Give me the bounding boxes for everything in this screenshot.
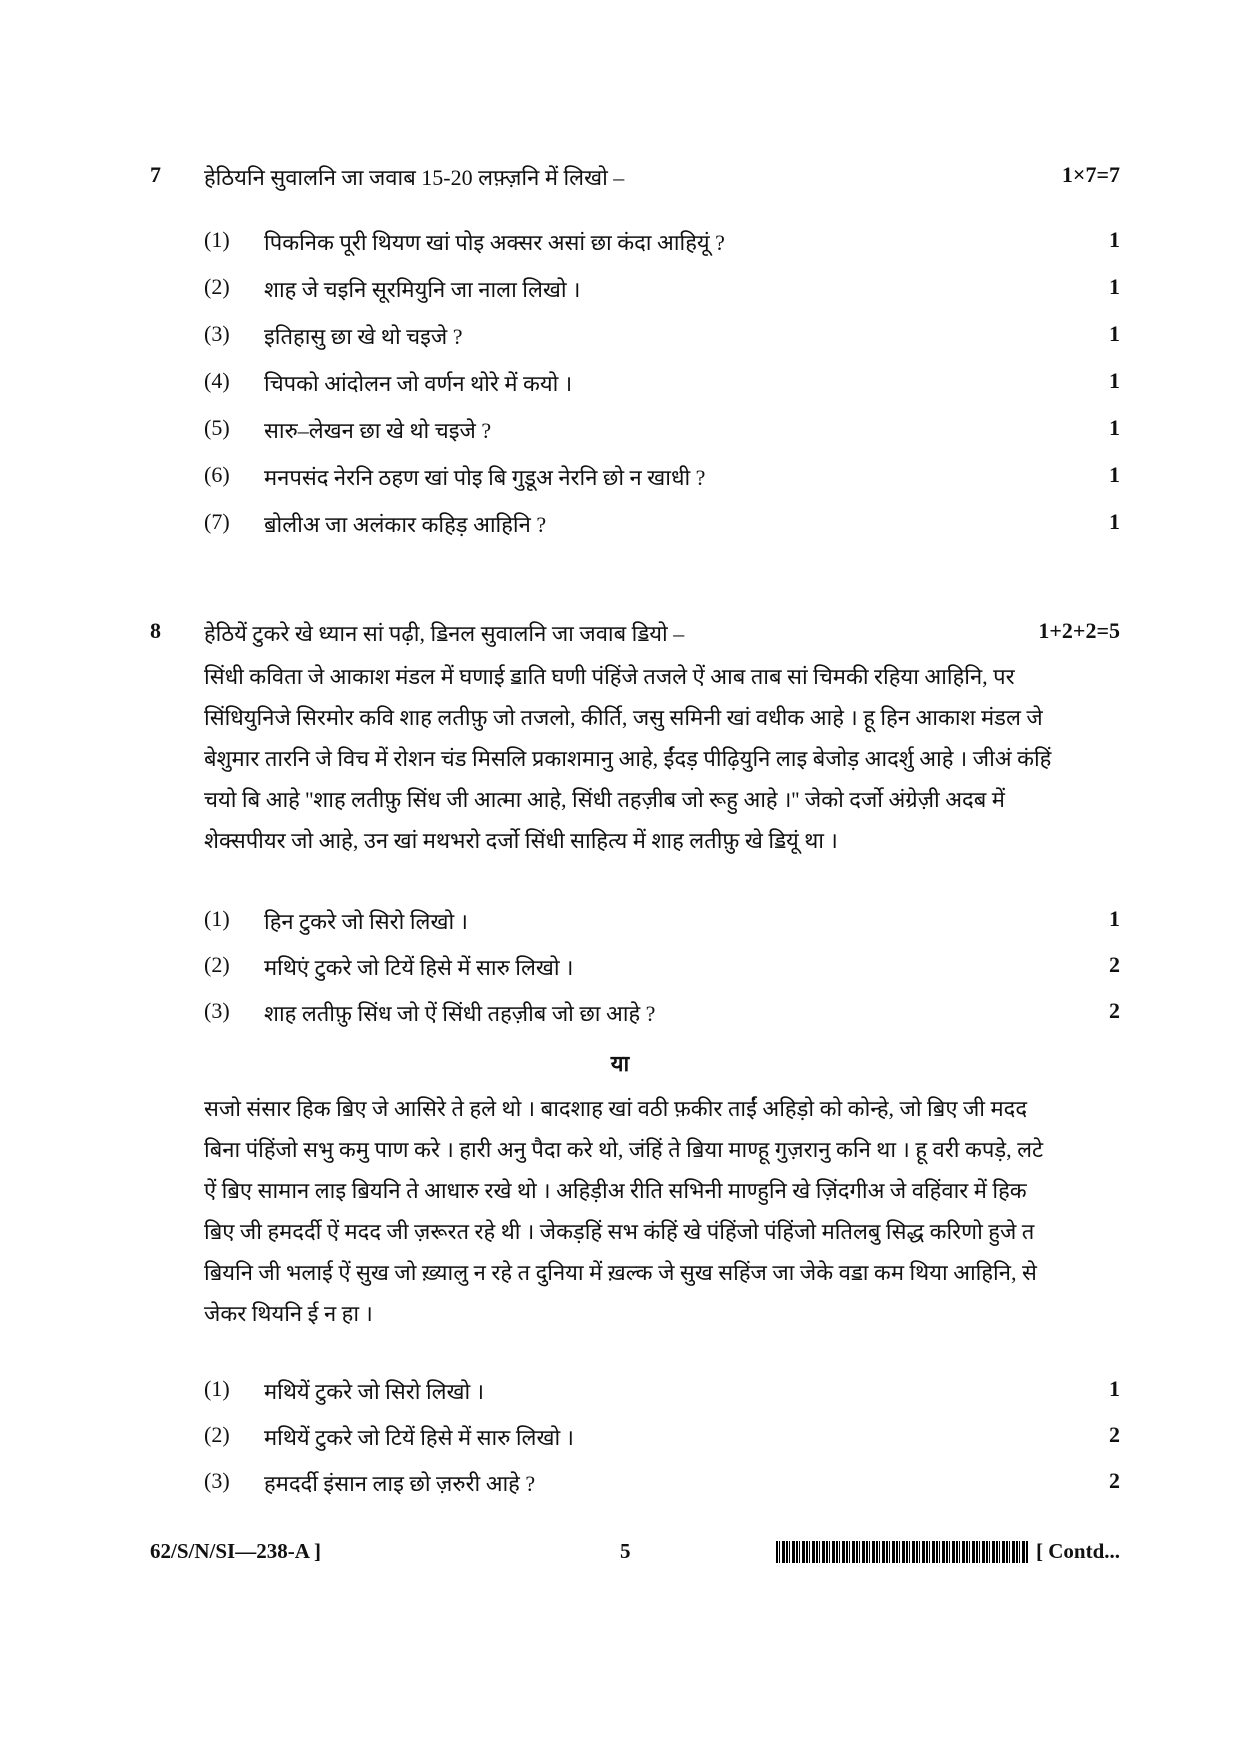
- item-marks: 1: [1109, 1376, 1120, 1401]
- page-number: 5: [620, 1539, 631, 1563]
- paper-code: 62/S/N/SI—238-A ]: [150, 1539, 321, 1563]
- item-text: ॿोलीअ जा अलंकार कहिड़ आहिनि ?: [264, 512, 547, 537]
- question-instruction: हेठियनि सुवालनि जा जवाब 15-20 लफ़्ज़नि में लिखो –: [204, 165, 625, 190]
- item-marks: 2: [1109, 952, 1120, 977]
- question-instruction: हेठियें टुकरे खे ध्यान सां पढ़ी, ॾिनल सुवालनि जा जवाब ॾियो –: [204, 621, 685, 646]
- item-marks: 1: [1109, 462, 1120, 487]
- item-text: हिन टुकरे जो सिरो लिखो ।: [264, 909, 469, 934]
- item-text: मनपसंद नेरनि ठहण खां पोइ बि गुडूअ नेरनि छो न खाधी ?: [264, 465, 706, 490]
- item-number: (1): [204, 906, 230, 931]
- item-number: (4): [204, 368, 230, 393]
- item-number: (2): [204, 952, 230, 977]
- item-number: (2): [204, 274, 230, 299]
- item-number: (3): [204, 321, 230, 346]
- item-number: (3): [204, 998, 230, 1023]
- item-text: शाह लतीफ़ु सिंध जो ऐं सिंधी तहज़ीब जो छा आहे ?: [264, 1001, 656, 1026]
- item-text: इतिहासु छा खे थो चइजे ?: [264, 324, 463, 349]
- item-marks: 1: [1109, 274, 1120, 299]
- item-marks: 2: [1109, 1422, 1120, 1447]
- item-number: (7): [204, 509, 230, 534]
- item-marks: 1: [1109, 509, 1120, 534]
- item-text: मथियें टुकरे जो सिरो लिखो ।: [264, 1379, 485, 1404]
- item-marks: 1: [1109, 321, 1120, 346]
- item-number: (1): [204, 1376, 230, 1401]
- item-text: मथियें टुकरे जो टियें हिसे में सारु लिखो ।: [264, 1425, 575, 1450]
- passage-1: सिंधी कविता जे आकाश मंडल में घणाई ॾाति घणी पंहिंजे तजले ऐं आब ताब सां चिमकी रहिया आहिनि, पर सिंधियुनिजे सिरमोर कवि शाह लतीफ़ु जो तजलो, कीर्ति, जसु समिनी खां वधीक आहे । हू हिन आकाश मंडल जे बेशुमार तारनि जे विच में रोशन चंड मिसलि प्रकाशमानु आहे, ईंदड़ पीढ़ियुनि लाइ बेजोड़ आदर्शु आहे । जीअं कंहिं चयो बि आहे ''शाह लतीफ़ु सिंध जी आत्मा आहे, सिंधी तहज़ीब जो रूहु आहे ।'' जेको दर्जो अंग्रेज़ी अदब में शेक्सपीयर जो आहे, उन खां मथभरो दर्जो सिंधी साहित्य में शाह लतीफ़ु खे ॾियूं था ।: [204, 664, 1052, 853]
- item-text: सारु–लेखन छा खे थो चइजे ?: [264, 418, 492, 443]
- item-number: (2): [204, 1422, 230, 1447]
- item-number: (6): [204, 462, 230, 487]
- item-marks: 2: [1109, 998, 1120, 1023]
- passage-2: सजो संसार हिक ॿिए जे आसिरे ते हले थो । बादशाह खां वठी फ़कीर ताईं अहिड़ो को कोन्हे, जो ॿिए जी मदद बिना पंहिंजो सभु कमु पाण करे । हारी अनु पैदा करे थो, जंहिं ते ॿिया माण्हू गुज़रानु कनि था । हू वरी कपड़े, लटे ऐं ॿिए सामान लाइ ॿियनि ते आधारु रखे थो । अहिड़ीअ रीति सभिनी माण्हुनि खे ज़िंदगीअ जे वहिंवार में हिक ॿिए जी हमदर्दी ऐं मदद जी ज़रूरत रहे थी । जेकड़हिं सभ कंहिं खे पंहिंजो पंहिंजो मतिलबु सिद्ध करिणो हुजे त ॿियनि जी भलाई ऐं सुख जो ख़्यालु न रहे त दुनिया में ख़ल्क जे सुख सहिंज जा जेके वॾा कम थिया आहिनि, से जेकर थियनि ई न हा ।: [204, 1096, 1044, 1326]
- item-marks: 1: [1109, 906, 1120, 931]
- or-label: या: [610, 1051, 630, 1076]
- barcode-icon: [776, 1541, 1028, 1563]
- item-text: पिकनिक पूरी थियण खां पोइ अक्सर असां छा कंदा आहियूं ?: [264, 230, 725, 255]
- footer-right: [776, 1539, 1120, 1564]
- item-text: हमदर्दी इंसान लाइ छो ज़रुरी आहे ?: [264, 1471, 536, 1496]
- contd-label: [ Contd...: [1035, 1539, 1120, 1563]
- item-number: (5): [204, 415, 230, 440]
- question-number: 7: [150, 162, 161, 187]
- item-marks: 1: [1109, 415, 1120, 440]
- item-text: मथिएं टुकरे जो टियें हिसे में सारु लिखो ।: [264, 955, 574, 980]
- item-text: चिपको आंदोलन जो वर्णन थोरे में कयो ।: [264, 371, 573, 396]
- question-marks: 1+2+2=5: [1038, 618, 1120, 643]
- item-marks: 2: [1109, 1468, 1120, 1493]
- item-number: (1): [204, 227, 230, 252]
- item-number: (3): [204, 1468, 230, 1493]
- question-number: 8: [150, 618, 161, 643]
- item-marks: 1: [1109, 368, 1120, 393]
- item-text: शाह जे चइनि सूरमियुनि जा नाला लिखो ।: [264, 277, 581, 302]
- question-marks: 1×7=7: [1061, 162, 1120, 187]
- item-marks: 1: [1109, 227, 1120, 252]
